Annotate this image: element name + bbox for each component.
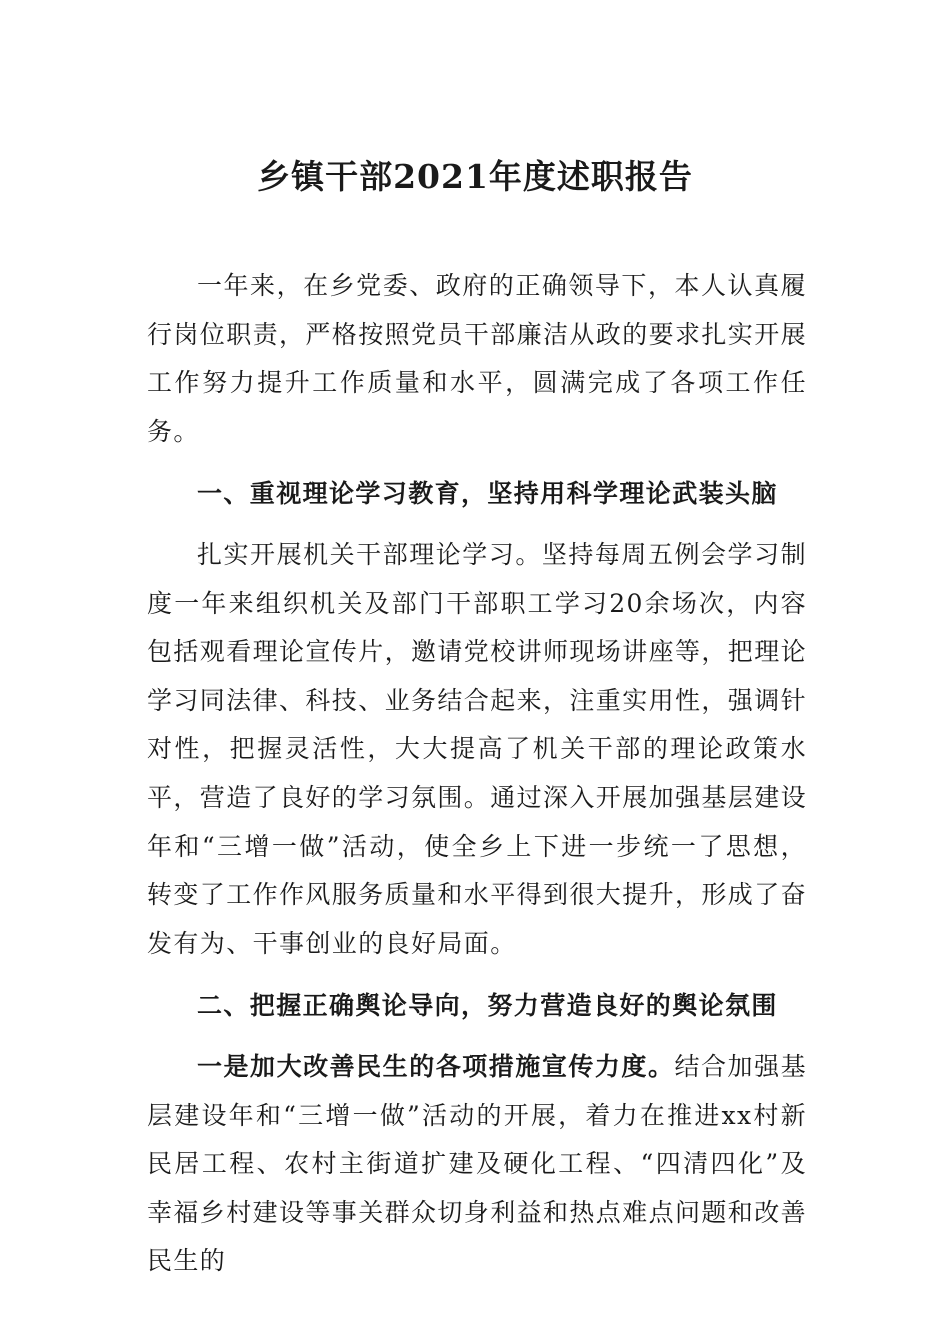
document-body (147, 262, 807, 1286)
section-1-heading: 一、重视理论学习教育，坚持用科学理论武装头脑 (197, 479, 778, 509)
section-2-heading: 二、把握正确舆论导向，努力营造良好的舆论氛围 (197, 991, 778, 1021)
section-2-item-1-paragraph (147, 1043, 807, 1286)
section-2-item-1-text: 结合加强基层建设年和“三增一做”活动的开展，着力在推进xx村新民居工程、农村主街道扩建及硬化工程、“四清四化”及幸福乡村建设等事关群众切身利益和热点难点问题和改善民生的 (147, 1051, 808, 1276)
section-1-paragraph: 扎实开展机关干部理论学习。坚持每周五例会学习制度一年来组织机关及部门干部职工学习20余场次，内容包括观看理论宣传片，邀请党校讲师现场讲座等，把理论学习同法律、科技、业务结合起来，注重实用性，强调针对性，把握灵活性，大大提高了机关干部的理论政策水平，营造了良好的学习氛围。通过深入开展加强基层建设年和“三增一做”活动，使全乡上下进一步统一了思想，转变了工作作风服务质量和水平得到很大提升，形成了奋发有为、干事创业的良好局面。 (147, 539, 808, 958)
section-2-item-1-lead: 一是加大改善民生的各项措施宣传力度。 (197, 1051, 675, 1081)
document-title: 乡镇干部2021年度述职报告 (257, 157, 693, 196)
intro-paragraph: 一年来，在乡党委、政府的正确领导下，本人认真履行岗位职责，严格按照党员干部廉洁从政的要求扎实开展工作努力提升工作质量和水平，圆满完成了各项工作任务。 (147, 271, 808, 446)
